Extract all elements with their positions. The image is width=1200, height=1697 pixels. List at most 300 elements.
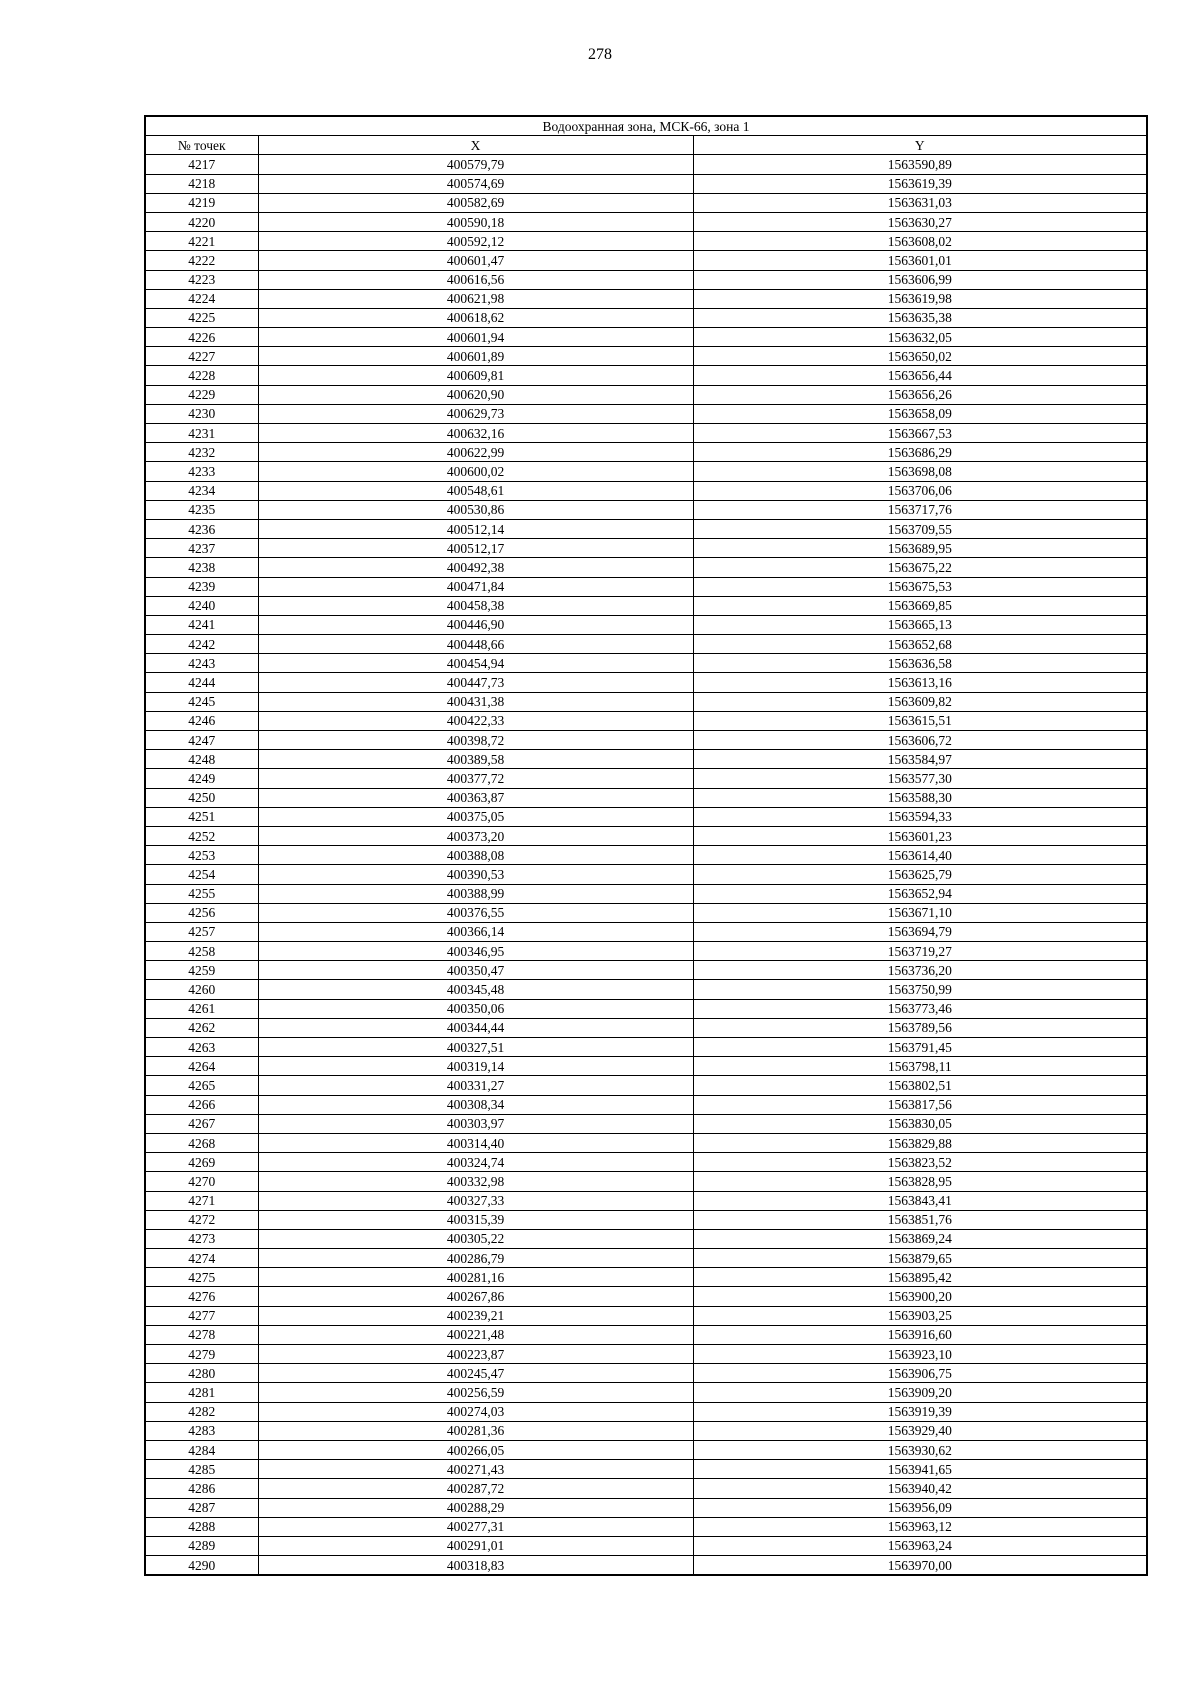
x-coordinate-cell: 400447,73 [258, 673, 693, 692]
x-coordinate-cell: 400345,48 [258, 980, 693, 999]
table-row [145, 1421, 1147, 1440]
point-number-cell: 4289 [145, 1536, 258, 1555]
table-row [145, 443, 1147, 462]
y-coordinate-cell: 1563652,94 [693, 884, 1147, 903]
x-coordinate-cell: 400629,73 [258, 404, 693, 423]
y-coordinate-cell: 1563632,05 [693, 328, 1147, 347]
x-coordinate-cell: 400492,38 [258, 558, 693, 577]
y-coordinate-cell: 1563694,79 [693, 922, 1147, 941]
point-number-cell: 4244 [145, 673, 258, 692]
x-coordinate-cell: 400530,86 [258, 500, 693, 519]
x-coordinate-cell: 400286,79 [258, 1249, 693, 1268]
table-row [145, 788, 1147, 807]
x-coordinate-cell: 400458,38 [258, 596, 693, 615]
table-row [145, 846, 1147, 865]
x-coordinate-cell: 400366,14 [258, 922, 693, 941]
x-coordinate-cell: 400314,40 [258, 1133, 693, 1152]
table-row [145, 232, 1147, 251]
x-coordinate-cell: 400601,47 [258, 251, 693, 270]
y-coordinate-cell: 1563671,10 [693, 903, 1147, 922]
y-coordinate-cell: 1563851,76 [693, 1210, 1147, 1229]
x-coordinate-cell: 400600,02 [258, 462, 693, 481]
y-coordinate-cell: 1563929,40 [693, 1421, 1147, 1440]
table-row [145, 596, 1147, 615]
y-coordinate-cell: 1563652,68 [693, 635, 1147, 654]
y-coordinate-cell: 1563879,65 [693, 1249, 1147, 1268]
x-coordinate-cell: 400431,38 [258, 692, 693, 711]
point-number-cell: 4270 [145, 1172, 258, 1191]
y-coordinate-cell: 1563903,25 [693, 1306, 1147, 1325]
point-number-cell: 4264 [145, 1057, 258, 1076]
point-number-cell: 4274 [145, 1249, 258, 1268]
table-row [145, 807, 1147, 826]
point-number-cell: 4282 [145, 1402, 258, 1421]
point-number-cell: 4278 [145, 1325, 258, 1344]
y-coordinate-cell: 1563609,82 [693, 692, 1147, 711]
x-coordinate-cell: 400271,43 [258, 1460, 693, 1479]
x-coordinate-cell: 400616,56 [258, 270, 693, 289]
x-coordinate-cell: 400221,48 [258, 1325, 693, 1344]
y-coordinate-cell: 1563709,55 [693, 519, 1147, 538]
table-row [145, 1345, 1147, 1364]
y-coordinate-cell: 1563963,24 [693, 1536, 1147, 1555]
point-number-cell: 4265 [145, 1076, 258, 1095]
table-row [145, 1306, 1147, 1325]
point-number-cell: 4228 [145, 366, 258, 385]
table-title-row [145, 116, 1147, 136]
x-coordinate-cell: 400620,90 [258, 385, 693, 404]
y-coordinate-cell: 1563631,03 [693, 193, 1147, 212]
table-row [145, 1038, 1147, 1057]
point-number-cell: 4268 [145, 1133, 258, 1152]
coordinates-table [144, 115, 1148, 1576]
y-coordinate-cell: 1563906,75 [693, 1364, 1147, 1383]
y-coordinate-cell: 1563636,58 [693, 654, 1147, 673]
point-number-cell: 4249 [145, 769, 258, 788]
table-row [145, 270, 1147, 289]
y-coordinate-cell: 1563584,97 [693, 750, 1147, 769]
y-coordinate-cell: 1563791,45 [693, 1038, 1147, 1057]
x-coordinate-cell: 400266,05 [258, 1440, 693, 1459]
point-number-cell: 4273 [145, 1229, 258, 1248]
table-row [145, 903, 1147, 922]
y-coordinate-cell: 1563667,53 [693, 424, 1147, 443]
point-number-cell: 4269 [145, 1153, 258, 1172]
table-header-row [145, 136, 1147, 155]
x-coordinate-cell: 400377,72 [258, 769, 693, 788]
table-row [145, 1517, 1147, 1536]
point-number-cell: 4280 [145, 1364, 258, 1383]
y-coordinate-cell: 1563686,29 [693, 443, 1147, 462]
point-number-cell: 4238 [145, 558, 258, 577]
x-coordinate-cell: 400622,99 [258, 443, 693, 462]
y-coordinate-cell: 1563658,09 [693, 404, 1147, 423]
y-coordinate-cell: 1563828,95 [693, 1172, 1147, 1191]
y-coordinate-cell: 1563577,30 [693, 769, 1147, 788]
table-row [145, 404, 1147, 423]
table-row [145, 462, 1147, 481]
y-coordinate-cell: 1563619,98 [693, 289, 1147, 308]
y-coordinate-cell: 1563706,06 [693, 481, 1147, 500]
table-row [145, 289, 1147, 308]
x-coordinate-cell: 400245,47 [258, 1364, 693, 1383]
point-number-cell: 4256 [145, 903, 258, 922]
x-coordinate-cell: 400388,08 [258, 846, 693, 865]
x-coordinate-cell: 400574,69 [258, 174, 693, 193]
x-coordinate-cell: 400601,89 [258, 347, 693, 366]
y-coordinate-cell: 1563963,12 [693, 1517, 1147, 1536]
point-number-cell: 4220 [145, 212, 258, 231]
column-header-y: Y [693, 136, 1147, 155]
table-row [145, 577, 1147, 596]
y-coordinate-cell: 1563606,72 [693, 731, 1147, 750]
table-row [145, 1402, 1147, 1421]
table-row [145, 1018, 1147, 1037]
table-row [145, 999, 1147, 1018]
table-row [145, 711, 1147, 730]
table-row [145, 558, 1147, 577]
x-coordinate-cell: 400346,95 [258, 942, 693, 961]
table-row [145, 1191, 1147, 1210]
table-row [145, 769, 1147, 788]
point-number-cell: 4235 [145, 500, 258, 519]
x-coordinate-cell: 400318,83 [258, 1556, 693, 1576]
table-row [145, 673, 1147, 692]
table-row [145, 942, 1147, 961]
y-coordinate-cell: 1563829,88 [693, 1133, 1147, 1152]
x-coordinate-cell: 400281,16 [258, 1268, 693, 1287]
table-row [145, 155, 1147, 174]
table-row [145, 980, 1147, 999]
point-number-cell: 4275 [145, 1268, 258, 1287]
table-row [145, 731, 1147, 750]
table-row [145, 884, 1147, 903]
y-coordinate-cell: 1563650,02 [693, 347, 1147, 366]
y-coordinate-cell: 1563719,27 [693, 942, 1147, 961]
table-row [145, 1076, 1147, 1095]
x-coordinate-cell: 400446,90 [258, 615, 693, 634]
point-number-cell: 4281 [145, 1383, 258, 1402]
table-row [145, 961, 1147, 980]
table-row [145, 1229, 1147, 1248]
point-number-cell: 4271 [145, 1191, 258, 1210]
y-coordinate-cell: 1563789,56 [693, 1018, 1147, 1037]
y-coordinate-cell: 1563656,26 [693, 385, 1147, 404]
table-row [145, 1133, 1147, 1152]
table-title: Водоохранная зона, МСК-66, зона 1 [145, 116, 1147, 136]
table-row [145, 366, 1147, 385]
point-number-cell: 4283 [145, 1421, 258, 1440]
table-row [145, 1287, 1147, 1306]
table-row [145, 328, 1147, 347]
x-coordinate-cell: 400375,05 [258, 807, 693, 826]
point-number-cell: 4229 [145, 385, 258, 404]
page-number: 278 [588, 46, 612, 63]
y-coordinate-cell: 1563630,27 [693, 212, 1147, 231]
y-coordinate-cell: 1563625,79 [693, 865, 1147, 884]
y-coordinate-cell: 1563594,33 [693, 807, 1147, 826]
point-number-cell: 4246 [145, 711, 258, 730]
point-number-cell: 4230 [145, 404, 258, 423]
x-coordinate-cell: 400308,34 [258, 1095, 693, 1114]
x-coordinate-cell: 400579,79 [258, 155, 693, 174]
point-number-cell: 4245 [145, 692, 258, 711]
x-coordinate-cell: 400590,18 [258, 212, 693, 231]
table-row [145, 1249, 1147, 1268]
point-number-cell: 4231 [145, 424, 258, 443]
x-coordinate-cell: 400512,17 [258, 539, 693, 558]
point-number-cell: 4250 [145, 788, 258, 807]
point-number-cell: 4255 [145, 884, 258, 903]
y-coordinate-cell: 1563717,76 [693, 500, 1147, 519]
table-row [145, 1383, 1147, 1402]
column-header-point-number: № точек [145, 136, 258, 155]
x-coordinate-cell: 400332,98 [258, 1172, 693, 1191]
point-number-cell: 4279 [145, 1345, 258, 1364]
x-coordinate-cell: 400389,58 [258, 750, 693, 769]
point-number-cell: 4251 [145, 807, 258, 826]
y-coordinate-cell: 1563940,42 [693, 1479, 1147, 1498]
point-number-cell: 4284 [145, 1440, 258, 1459]
y-coordinate-cell: 1563919,39 [693, 1402, 1147, 1421]
table-row [145, 865, 1147, 884]
point-number-cell: 4240 [145, 596, 258, 615]
point-number-cell: 4288 [145, 1517, 258, 1536]
y-coordinate-cell: 1563665,13 [693, 615, 1147, 634]
x-coordinate-cell: 400592,12 [258, 232, 693, 251]
point-number-cell: 4254 [145, 865, 258, 884]
x-coordinate-cell: 400350,47 [258, 961, 693, 980]
table-row [145, 1114, 1147, 1133]
table-row [145, 1460, 1147, 1479]
x-coordinate-cell: 400618,62 [258, 308, 693, 327]
point-number-cell: 4218 [145, 174, 258, 193]
y-coordinate-cell: 1563675,53 [693, 577, 1147, 596]
point-number-cell: 4241 [145, 615, 258, 634]
x-coordinate-cell: 400582,69 [258, 193, 693, 212]
table-row [145, 826, 1147, 845]
x-coordinate-cell: 400601,94 [258, 328, 693, 347]
point-number-cell: 4267 [145, 1114, 258, 1133]
point-number-cell: 4243 [145, 654, 258, 673]
table-row [145, 750, 1147, 769]
table-row [145, 481, 1147, 500]
y-coordinate-cell: 1563613,16 [693, 673, 1147, 692]
table-row [145, 308, 1147, 327]
y-coordinate-cell: 1563817,56 [693, 1095, 1147, 1114]
x-coordinate-cell: 400291,01 [258, 1536, 693, 1555]
point-number-cell: 4253 [145, 846, 258, 865]
table-row [145, 654, 1147, 673]
point-number-cell: 4227 [145, 347, 258, 366]
point-number-cell: 4261 [145, 999, 258, 1018]
table-row [145, 1325, 1147, 1344]
y-coordinate-cell: 1563802,51 [693, 1076, 1147, 1095]
y-coordinate-cell: 1563909,20 [693, 1383, 1147, 1402]
table-row [145, 1153, 1147, 1172]
point-number-cell: 4286 [145, 1479, 258, 1498]
table-row [145, 1440, 1147, 1459]
x-coordinate-cell: 400287,72 [258, 1479, 693, 1498]
table-row [145, 1095, 1147, 1114]
x-coordinate-cell: 400373,20 [258, 826, 693, 845]
point-number-cell: 4217 [145, 155, 258, 174]
x-coordinate-cell: 400609,81 [258, 366, 693, 385]
y-coordinate-cell: 1563590,89 [693, 155, 1147, 174]
x-coordinate-cell: 400454,94 [258, 654, 693, 673]
x-coordinate-cell: 400363,87 [258, 788, 693, 807]
x-coordinate-cell: 400277,31 [258, 1517, 693, 1536]
table-row [145, 212, 1147, 231]
point-number-cell: 4272 [145, 1210, 258, 1229]
x-coordinate-cell: 400274,03 [258, 1402, 693, 1421]
point-number-cell: 4266 [145, 1095, 258, 1114]
x-coordinate-cell: 400281,36 [258, 1421, 693, 1440]
x-coordinate-cell: 400223,87 [258, 1345, 693, 1364]
y-coordinate-cell: 1563798,11 [693, 1057, 1147, 1076]
point-number-cell: 4290 [145, 1556, 258, 1576]
x-coordinate-cell: 400331,27 [258, 1076, 693, 1095]
table-row [145, 692, 1147, 711]
y-coordinate-cell: 1563970,00 [693, 1556, 1147, 1576]
point-number-cell: 4237 [145, 539, 258, 558]
table-row [145, 519, 1147, 538]
column-header-x: X [258, 136, 693, 155]
y-coordinate-cell: 1563619,39 [693, 174, 1147, 193]
point-number-cell: 4263 [145, 1038, 258, 1057]
x-coordinate-cell: 400632,16 [258, 424, 693, 443]
table-row [145, 1556, 1147, 1576]
y-coordinate-cell: 1563608,02 [693, 232, 1147, 251]
point-number-cell: 4233 [145, 462, 258, 481]
point-number-cell: 4242 [145, 635, 258, 654]
point-number-cell: 4262 [145, 1018, 258, 1037]
y-coordinate-cell: 1563869,24 [693, 1229, 1147, 1248]
x-coordinate-cell: 400448,66 [258, 635, 693, 654]
table-row [145, 424, 1147, 443]
x-coordinate-cell: 400390,53 [258, 865, 693, 884]
point-number-cell: 4219 [145, 193, 258, 212]
x-coordinate-cell: 400376,55 [258, 903, 693, 922]
y-coordinate-cell: 1563615,51 [693, 711, 1147, 730]
point-number-cell: 4277 [145, 1306, 258, 1325]
x-coordinate-cell: 400388,99 [258, 884, 693, 903]
table-row [145, 347, 1147, 366]
y-coordinate-cell: 1563588,30 [693, 788, 1147, 807]
table-row [145, 251, 1147, 270]
point-number-cell: 4285 [145, 1460, 258, 1479]
table-row [145, 1057, 1147, 1076]
y-coordinate-cell: 1563830,05 [693, 1114, 1147, 1133]
point-number-cell: 4234 [145, 481, 258, 500]
y-coordinate-cell: 1563675,22 [693, 558, 1147, 577]
y-coordinate-cell: 1563601,01 [693, 251, 1147, 270]
y-coordinate-cell: 1563601,23 [693, 826, 1147, 845]
y-coordinate-cell: 1563698,08 [693, 462, 1147, 481]
x-coordinate-cell: 400327,33 [258, 1191, 693, 1210]
y-coordinate-cell: 1563669,85 [693, 596, 1147, 615]
y-coordinate-cell: 1563923,10 [693, 1345, 1147, 1364]
point-number-cell: 4222 [145, 251, 258, 270]
point-number-cell: 4232 [145, 443, 258, 462]
y-coordinate-cell: 1563606,99 [693, 270, 1147, 289]
table-row [145, 1210, 1147, 1229]
table-row [145, 385, 1147, 404]
point-number-cell: 4258 [145, 942, 258, 961]
point-number-cell: 4223 [145, 270, 258, 289]
point-number-cell: 4221 [145, 232, 258, 251]
x-coordinate-cell: 400315,39 [258, 1210, 693, 1229]
y-coordinate-cell: 1563843,41 [693, 1191, 1147, 1210]
x-coordinate-cell: 400621,98 [258, 289, 693, 308]
point-number-cell: 4239 [145, 577, 258, 596]
y-coordinate-cell: 1563635,38 [693, 308, 1147, 327]
table-row [145, 193, 1147, 212]
x-coordinate-cell: 400398,72 [258, 731, 693, 750]
x-coordinate-cell: 400319,14 [258, 1057, 693, 1076]
table-row [145, 1364, 1147, 1383]
table-body [145, 155, 1147, 1575]
x-coordinate-cell: 400422,33 [258, 711, 693, 730]
x-coordinate-cell: 400344,44 [258, 1018, 693, 1037]
point-number-cell: 4287 [145, 1498, 258, 1517]
point-number-cell: 4247 [145, 731, 258, 750]
y-coordinate-cell: 1563750,99 [693, 980, 1147, 999]
table-row [145, 500, 1147, 519]
y-coordinate-cell: 1563930,62 [693, 1440, 1147, 1459]
x-coordinate-cell: 400256,59 [258, 1383, 693, 1402]
point-number-cell: 4252 [145, 826, 258, 845]
y-coordinate-cell: 1563900,20 [693, 1287, 1147, 1306]
x-coordinate-cell: 400239,21 [258, 1306, 693, 1325]
x-coordinate-cell: 400548,61 [258, 481, 693, 500]
point-number-cell: 4226 [145, 328, 258, 347]
table-row [145, 1479, 1147, 1498]
x-coordinate-cell: 400267,86 [258, 1287, 693, 1306]
point-number-cell: 4260 [145, 980, 258, 999]
y-coordinate-cell: 1563956,09 [693, 1498, 1147, 1517]
point-number-cell: 4224 [145, 289, 258, 308]
x-coordinate-cell: 400288,29 [258, 1498, 693, 1517]
table-row [145, 1172, 1147, 1191]
point-number-cell: 4248 [145, 750, 258, 769]
y-coordinate-cell: 1563689,95 [693, 539, 1147, 558]
x-coordinate-cell: 400305,22 [258, 1229, 693, 1248]
x-coordinate-cell: 400350,06 [258, 999, 693, 1018]
point-number-cell: 4276 [145, 1287, 258, 1306]
y-coordinate-cell: 1563895,42 [693, 1268, 1147, 1287]
y-coordinate-cell: 1563614,40 [693, 846, 1147, 865]
x-coordinate-cell: 400303,97 [258, 1114, 693, 1133]
point-number-cell: 4225 [145, 308, 258, 327]
x-coordinate-cell: 400512,14 [258, 519, 693, 538]
table-row [145, 615, 1147, 634]
table-row [145, 922, 1147, 941]
table-row [145, 539, 1147, 558]
y-coordinate-cell: 1563736,20 [693, 961, 1147, 980]
x-coordinate-cell: 400324,74 [258, 1153, 693, 1172]
x-coordinate-cell: 400471,84 [258, 577, 693, 596]
y-coordinate-cell: 1563656,44 [693, 366, 1147, 385]
x-coordinate-cell: 400327,51 [258, 1038, 693, 1057]
table-row [145, 635, 1147, 654]
y-coordinate-cell: 1563823,52 [693, 1153, 1147, 1172]
y-coordinate-cell: 1563916,60 [693, 1325, 1147, 1344]
point-number-cell: 4236 [145, 519, 258, 538]
y-coordinate-cell: 1563773,46 [693, 999, 1147, 1018]
point-number-cell: 4257 [145, 922, 258, 941]
table-row [145, 1536, 1147, 1555]
